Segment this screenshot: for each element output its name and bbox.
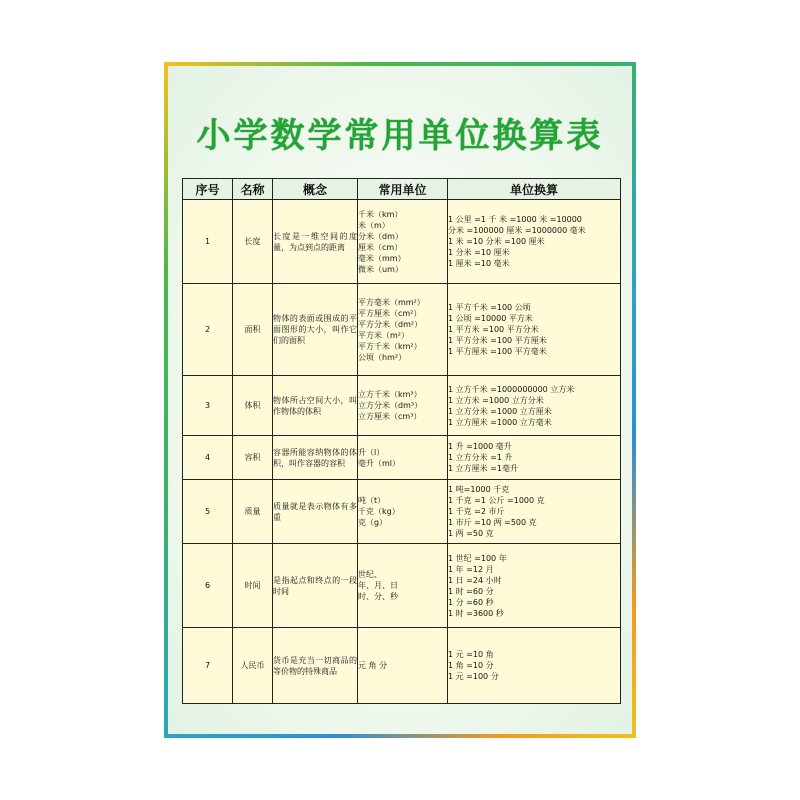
poster-frame (164, 62, 636, 738)
conversion-item: 1 立方千米 =1000000000 立方米 (448, 384, 575, 394)
conversion-item: 1 千克 =2 市斤 (448, 507, 505, 516)
row-index: 7 (183, 628, 233, 704)
unit-item: 克（g） (358, 518, 388, 527)
row-index: 1 (183, 200, 233, 284)
conversion-item: 1 米 =10 分米 =100 厘米 (448, 237, 545, 246)
conversion-item: 1 厘米 =10 毫米 (448, 259, 510, 268)
row-units (358, 436, 448, 480)
unit-item: 分米（dm） (358, 231, 403, 241)
conversion-item: 1 平方千米 =100 公顷 (448, 303, 531, 312)
conversion-item: 1 立方分米 =1 升 (448, 453, 513, 462)
row-units (358, 284, 448, 376)
row-concept: 长度是一维空间的度量，为点到点的距离 (273, 200, 358, 284)
conversion-item: 1 世纪 =100 年 (448, 553, 507, 563)
unit-item: 千米（km） (358, 209, 403, 219)
row-conversions (448, 284, 621, 376)
table-row (183, 628, 621, 704)
row-index: 4 (183, 436, 233, 480)
unit-item: 毫升（ml） (358, 458, 401, 468)
conversion-item: 1 分米 =10 厘米 (448, 248, 510, 257)
row-index: 5 (183, 480, 233, 544)
row-conversions (448, 436, 621, 480)
unit-item: 世纪、 (358, 570, 382, 579)
header-concept: 概念 (273, 179, 358, 200)
row-conversions (448, 544, 621, 628)
row-concept: 容器所能容纳物体的体积，叫作容器的容积 (273, 436, 358, 480)
table-row (183, 544, 621, 628)
conversion-item: 1 时 =60 分 (448, 586, 494, 596)
row-conversions (448, 376, 621, 436)
unit-item: 米（m） (358, 220, 390, 230)
row-name: 长度 (233, 200, 273, 284)
conversion-item: 1 平方米 =100 平方分米 (448, 325, 539, 334)
table-row (183, 200, 621, 284)
row-concept: 物体所占空间大小，叫作物体的体积 (273, 376, 358, 436)
conversion-item: 1 市斤 =10 两 =500 克 (448, 518, 537, 527)
row-conversions (448, 200, 621, 284)
table-row (183, 480, 621, 544)
table-row (183, 376, 621, 436)
conversion-item: 1 平方分米 =100 平方厘米 (448, 336, 547, 345)
row-index: 3 (183, 376, 233, 436)
conversion-item: 1 立方分米 =1000 立方厘米 (448, 406, 552, 416)
header-conversion: 单位换算 (448, 179, 621, 200)
conversion-item: 1 时 =3600 秒 (448, 608, 504, 618)
row-units (358, 480, 448, 544)
unit-item: 厘米（cm） (358, 242, 403, 252)
unit-item: 千克（kg） (358, 507, 400, 516)
row-concept: 质量就是表示物体有多重 (273, 480, 358, 544)
unit-item: 吨（t） (358, 496, 386, 505)
unit-item: 平方米（m²） (358, 330, 409, 340)
unit-item: 平方毫米（mm²） (358, 297, 425, 307)
conversion-item: 1 公里 =1 千 米 =1000 米 =10000 (448, 215, 582, 224)
row-units (358, 200, 448, 284)
unit-item: 元 角 分 (358, 661, 388, 670)
conversion-item: 1 分 =60 秒 (448, 597, 494, 607)
conversion-item: 1 角 =10 分 (448, 661, 494, 670)
unit-conversion-table (182, 178, 621, 704)
row-name: 质量 (233, 480, 273, 544)
unit-item: 升（l） (358, 447, 385, 457)
unit-item: 时、分、秒 (358, 592, 398, 601)
conversion-item: 1 日 =24 小时 (448, 575, 502, 585)
row-units (358, 544, 448, 628)
row-concept: 物体的表面或围成的平面图形的大小，叫作它们的面积 (273, 284, 358, 376)
header-common-units: 常用单位 (358, 179, 448, 200)
header-index: 序号 (183, 179, 233, 200)
poster-panel (168, 66, 632, 734)
conversion-item: 1 年 =12 月 (448, 564, 494, 574)
conversion-item: 1 升 =1000 毫升 (448, 442, 512, 451)
table-header-row (183, 179, 621, 200)
conversion-item: 1 立方米 =1000 立方分米 (448, 395, 544, 405)
unit-item: 平方千米（km²） (358, 341, 422, 351)
conversion-item: 1 立方厘米 =1毫升 (448, 464, 518, 473)
unit-item: 年、月、日 (358, 581, 398, 590)
conversion-item: 1 两 =50 克 (448, 529, 494, 538)
unit-item: 立方分米（dm³） (358, 401, 423, 410)
conversion-item: 1 立方厘米 =1000 立方毫米 (448, 417, 552, 427)
conversion-item: 1 吨=1000 千克 (448, 485, 510, 494)
row-index: 2 (183, 284, 233, 376)
conversion-item: 1 平方厘米 =100 平方毫米 (448, 347, 547, 356)
unit-item: 公顷（hm²） (358, 352, 407, 362)
row-units (358, 376, 448, 436)
unit-item: 立方厘米（cm³） (358, 412, 422, 421)
unit-item: 平方分米（dm²） (358, 319, 423, 329)
row-index: 6 (183, 544, 233, 628)
row-name: 面积 (233, 284, 273, 376)
unit-item: 毫米（mm） (358, 253, 406, 263)
conversion-item: 1 千克 =1 公斤 =1000 克 (448, 496, 545, 505)
row-name: 体积 (233, 376, 273, 436)
table-row (183, 284, 621, 376)
unit-item: 立方千米（km³） (358, 390, 422, 399)
row-conversions (448, 480, 621, 544)
table-row (183, 436, 621, 480)
conversion-item: 1 公顷 =10000 平方米 (448, 314, 533, 323)
row-concept: 货币是充当一切商品的等价物的特殊商品 (273, 628, 358, 704)
header-name: 名称 (233, 179, 273, 200)
conversion-item: 1 元 =100 分 (448, 672, 499, 681)
row-concept: 是指起点和终点的一段时间 (273, 544, 358, 628)
row-name: 时间 (233, 544, 273, 628)
conversion-item: 分米 =100000 厘米 =1000000 毫米 (448, 226, 586, 235)
conversion-item: 1 元 =10 角 (448, 650, 494, 659)
unit-item: 微米（um） (358, 264, 403, 274)
row-name: 人民币 (233, 628, 273, 704)
row-name: 容积 (233, 436, 273, 480)
row-units (358, 628, 448, 704)
page-title: 小学数学常用单位换算表 (196, 116, 604, 156)
row-conversions (448, 628, 621, 704)
unit-item: 平方厘米（cm²） (358, 308, 422, 318)
